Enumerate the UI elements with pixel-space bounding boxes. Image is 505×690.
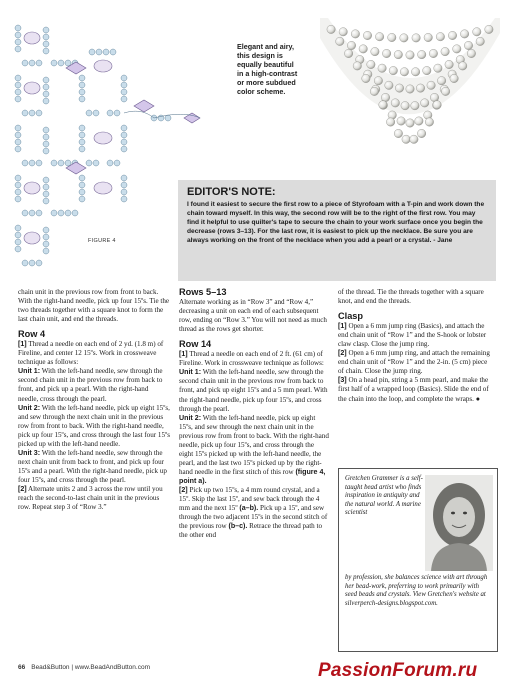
pearl [453,45,461,53]
caption-line: this design is [237,51,283,60]
section-heading-rows-5-13: Rows 5–13 [179,287,227,297]
watermark-logo: PassionForum.ru [318,660,478,681]
unit-2 [18,404,170,449]
column-2 [179,288,329,540]
pearl [385,81,393,89]
step-text: Open a 6 mm jump ring, and attach the remaining end chain unit of “Row 1” and the 2-in. (5 cm) piece of chain. Close the jump ring. [338,349,490,376]
section-heading-clasp: Clasp [338,311,364,322]
unit-text: With the left-hand needle, pick up eight 15ºs, and sew through the next chain unit in the previous row from front to back. With the right-hand needle, pick up four 15ºs, and cross through the last four 15ºs picked up with the left-hand needle. [18,403,170,448]
footer-text: Bead&Button | www.BeadAndButton.com [31,664,150,671]
unit-1 [18,367,170,403]
author-photo [425,475,493,571]
pearl [406,51,414,59]
editors-note-box [178,180,496,281]
figure-label: FIGURE 4 [88,238,116,244]
pearl [411,102,419,110]
pearl-bead [94,60,112,72]
pearl [437,77,445,85]
pearl [367,60,375,68]
pearl [473,28,481,36]
caption-line: color scheme. [237,87,286,96]
pearl [464,41,472,49]
thread-path [124,111,154,118]
caption-line: equally beautiful [237,60,294,69]
pearl [436,33,444,41]
pearl [417,129,425,137]
caption-line: in a high-contrast [237,69,298,78]
pearl [416,84,424,92]
paragraph: of the thread. Tie the threads together with a square knot, and end the threads. [338,288,484,306]
pearl [467,49,475,57]
column-3 [338,288,490,404]
pearl [400,34,408,42]
step-2 [179,486,329,540]
unit-text: With the left-hand needle, sew through the next chain unit from back to front, and pick up four 15ºs and a pearl. With the right-hand needle, pick up four 15ºs, and cross through the pearl. [18,448,167,484]
pearl [423,66,431,74]
pearl [425,118,433,126]
pearl [375,33,383,41]
step-1 [179,350,329,368]
step-text: Alternate units 2 and 3 across the row until you reach the second-to-last chain unit in the previous row. Repeat step 3 of “Row 3.” [18,484,163,512]
unit-text: With the left-hand needle, sew through the second chain unit in the previous row from back to front, and pick up a pearl. With the right-hand needle, cross through the pearl. [18,367,163,403]
step-number: [2] [179,485,188,494]
paragraph: chain unit in the previous row from front to back. With the right-hand needle, pick up four 15ºs. Tie the two threads together with a square knot to form the last chain unit, and end the threads. [18,288,170,324]
pearl [424,33,432,41]
figure-reference: (a–b). [239,504,259,513]
clasp-step-3 [338,376,490,403]
clasp-step-1 [338,322,490,349]
figure-reference: (b–c). [228,522,248,531]
caption-line: or more subdued [237,78,296,87]
step-number: [1] [338,322,347,331]
pearl [351,30,359,38]
unit-label: Unit 2: [18,403,41,412]
step-1 [18,340,170,367]
pearl-bead [24,182,40,194]
pearl [347,41,355,49]
pearl [401,102,409,110]
editors-note-text: I found it easiest to secure the first row to a piece of Styrofoam with a T-pin and work down the chain toward myself. In this way, the second row will be to the right of the first row. You may find it helpful to use quilter's tape to secure the chain to your work surface once you begin the decrease (rows 3–13). For the last row, it is easiest to pick up the necklace. Be sure you are always working on the front of the necklace when you add a pearl or a crystal. - Jane [187,201,485,245]
pearl [485,25,493,33]
step-text: Pick up a 15º, and sew through the two adjacent 15ºs in the second stitch of the previous row [179,504,328,531]
figure-reference: (figure 4, point a). [179,467,326,485]
pearl [400,68,408,76]
page-number: 66 [18,664,26,671]
pearl [374,77,382,85]
clasp-step-2 [338,349,490,376]
pearl [391,99,399,107]
bead-column-2 [43,27,49,254]
pearl [394,129,402,137]
pearl [433,101,441,109]
crystal-bead [134,100,154,112]
pearl [427,81,435,89]
step-text: On a head pin, string a 5 mm pearl, and make the first half of a wrapped loop (Basics). Slide the end of the chain into the loop, and complete the wraps. ● [338,376,489,403]
pearl-bead [24,32,40,44]
editors-note-title: EDITOR'S NOTE: [187,186,276,198]
unit-3 [18,449,170,485]
pearl [459,62,467,70]
step-text: Thread a needle on each end of 2 ft. (61 cm) of Fireline. Work in crossweave technique as follows: [179,350,324,368]
pearl [434,64,442,72]
pearl [450,74,458,82]
pearl-bead [94,182,112,194]
step-text: Thread a needle on each end of 2 yd. (1.8 m) of Fireline, and center 12 15ºs. Work in crossweave technique as follows: [18,340,164,367]
step-2 [18,485,170,512]
pearl [441,47,449,55]
bio-text: by profession, she balances science with art through her bead-work, preferring to work primarily with seed beads and crystals. View Gretchen's website at silverperch-designs.blogspot.com. [345,574,488,607]
step-number: [2] [18,484,27,493]
pearl [429,49,437,57]
pearl [421,99,429,107]
pearl [402,135,410,143]
step-number: [1] [18,340,27,349]
bead-column-1 [15,25,21,252]
unit-text: With the left-hand needle, sew through the second chain unit in the previous row from back to front, and pick up eight 15ºs and a 5 mm pearl. With the right-hand needle, pick up four 15ºs, and cross through the pearl. [179,368,328,413]
pearl [378,64,386,72]
unit-label: Unit 1: [179,368,202,377]
pearl [406,119,414,127]
step-number: [2] [338,349,347,358]
pearl [412,34,420,42]
pearl [359,45,367,53]
pearl [406,85,414,93]
pearl-bead [24,82,40,94]
pearl [362,74,370,82]
pearl [363,31,371,39]
pearl-bead [94,132,112,144]
pearl [411,68,419,76]
step-number: [1] [179,350,188,359]
unit-1 [179,368,329,413]
author-bio-box [338,468,498,652]
photo-caption [237,42,337,96]
step-text: Retrace the thread path to the other end [179,522,323,540]
pearl [415,117,423,125]
unit-label: Unit 2: [179,413,202,422]
pearl [445,60,453,68]
pearl-bead [24,232,40,244]
pearl [448,31,456,39]
step-text: Open a 6 mm jump ring (Basics), and attach the end chain unit of “Row 1” and the S-hook or lobster claw clasp. Close the jump ring. [338,322,487,349]
pearl [397,117,405,125]
pearl [339,28,347,36]
pearl [344,49,352,57]
section-heading-row-4: Row 4 [18,329,46,340]
pearl [370,87,378,95]
pearl [379,101,387,109]
page-footer [18,664,150,671]
step-text: Pick up two 15ºs, a 4 mm round crystal, and a 15º. Skip the last 15º, and sew back through the 4 mm and the next 15º [179,485,320,513]
pearl [410,135,418,143]
pearl [395,84,403,92]
pearl [382,49,390,57]
section-heading-row-14: Row 14 [179,339,212,350]
unit-label: Unit 1: [18,367,41,376]
pearl [394,50,402,58]
pearl [371,47,379,55]
unit-text: With the left-hand needle, pick up eight 15ºs, and sew through the next chain unit in the previous row from front to back. With the right-hand needle, pick up four 15ºs, and cross through the eight 15ºs picked up with the left-hand needle, the pearl, and the last two 15ºs picked up by the right-hand needle in the first stitch of this row [179,413,329,476]
pearl [418,50,426,58]
pearl [327,25,335,33]
pearl [460,30,468,38]
bio-text: Gretchen Grammer is a self-taught bead artist who finds inspiration in antiquity and the natural world. A marine scientist [345,475,423,517]
caption-line: Elegant and airy, [237,42,294,51]
pearl [386,118,394,126]
pearl [441,87,449,95]
column-1 [18,288,170,512]
step-number: [3] [338,376,347,385]
pearl [353,62,361,70]
paragraph: Alternate working as in “Row 3” and “Row 4,” decreasing a unit on each end of each subsequent row, ending on “Row 3.” You will not need as much thread as the rows get shorter. [179,298,327,334]
unit-2 [179,414,329,486]
pearl [388,33,396,41]
pearl [389,66,397,74]
pearl [476,37,484,45]
necklace-photo [320,18,500,176]
unit-label: Unit 3: [18,448,41,457]
